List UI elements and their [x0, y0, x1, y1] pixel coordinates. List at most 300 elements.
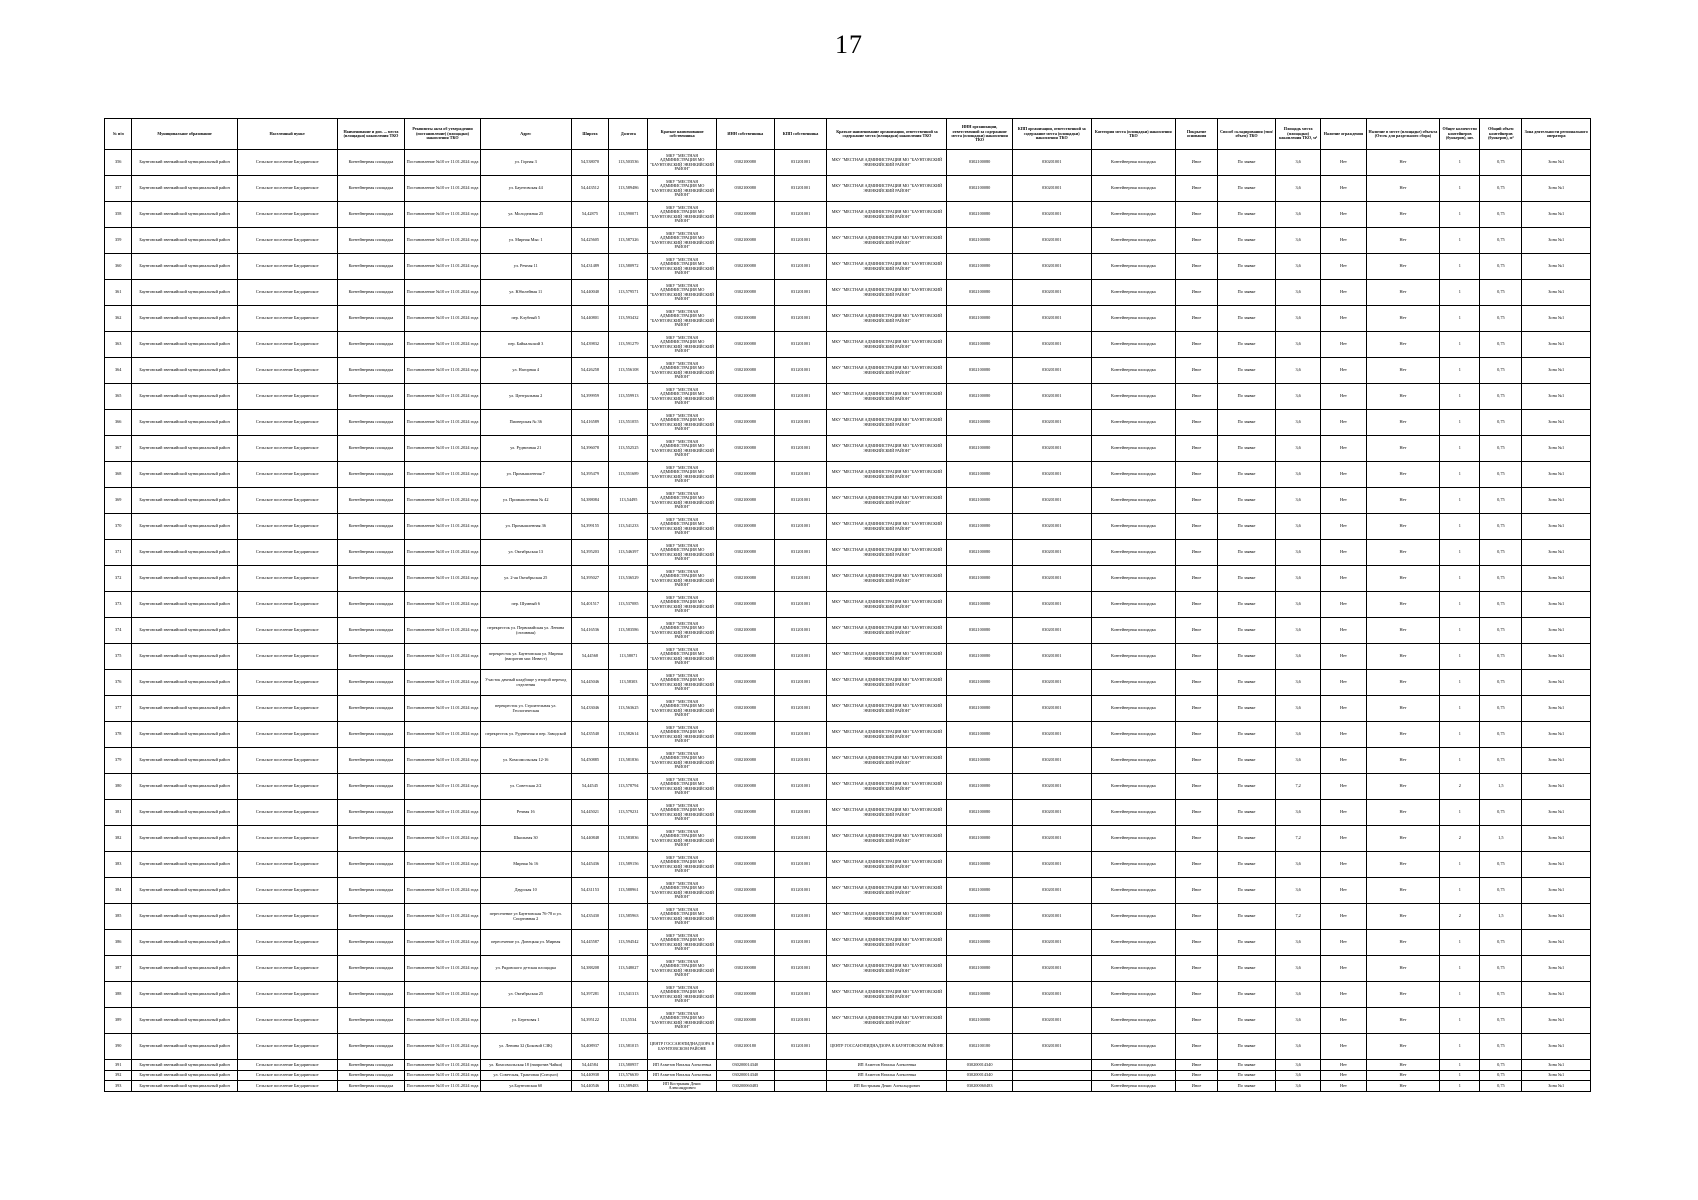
- table-cell: 0302100080: [716, 748, 774, 774]
- table-cell: Контейнерная площадка: [1091, 202, 1175, 228]
- table-cell: 1: [1440, 592, 1480, 618]
- table-row: [105, 644, 1591, 670]
- table-cell: Контейнерная площадка: [1091, 566, 1175, 592]
- table-cell: Контейнерная площадка: [337, 1008, 404, 1034]
- table-cell: Баунтовский эвенкийский муниципальный район: [132, 566, 237, 592]
- table-cell: 3,6: [1276, 852, 1321, 878]
- table-cell: Баунтовский эвенкийский муниципальный район: [132, 592, 237, 618]
- table-cell: 0302100080: [716, 462, 774, 488]
- table-cell: Контейнерная площадка: [337, 384, 404, 410]
- table-cell: ИП Ахметов Наталья Алексеевна: [648, 1060, 716, 1071]
- table-cell: Контейнерная площадка: [337, 826, 404, 852]
- table-cell: 030201001: [1012, 982, 1091, 1008]
- table-cell: 113,546397: [609, 540, 648, 566]
- table-row: [105, 618, 1591, 644]
- table-cell: 3,6: [1276, 228, 1321, 254]
- table-cell: 54,431153: [571, 878, 609, 904]
- table-cell: Иное: [1175, 1008, 1217, 1034]
- table-cell: МКУ "МЕСТНАЯ АДМИНИСТРАЦИЯ МО "БАУНТОВСКИЙ ЭВЕНКИЙСКИЙ РАЙОН": [648, 930, 716, 956]
- table-cell: 3,6: [1276, 462, 1321, 488]
- table-cell: 54,440801: [571, 306, 609, 332]
- table-cell: 0302100080: [947, 306, 1012, 332]
- table-row: [105, 852, 1591, 878]
- table-cell: Зона №1: [1522, 956, 1591, 982]
- table-cell: 54,395203: [571, 540, 609, 566]
- table-cell: 0,75: [1480, 852, 1522, 878]
- table-cell: Баунтовский эвенкийский муниципальный район: [132, 878, 237, 904]
- table-cell: 113,576639: [609, 1070, 648, 1081]
- table-cell: МКУ "МЕСТНАЯ АДМИНИСТРАЦИЯ МО "БАУНТОВСКИЙ ЭВЕНКИЙСКИЙ РАЙОН": [827, 540, 947, 566]
- table-cell: 0,75: [1480, 566, 1522, 592]
- table-cell: Нет: [1321, 410, 1366, 436]
- table-cell: 3,6: [1276, 566, 1321, 592]
- table-cell: 391: [105, 1060, 132, 1071]
- waste-sites-table: [104, 118, 1591, 1092]
- table-cell: Нет: [1366, 514, 1440, 540]
- table-cell: Речная 16: [480, 800, 571, 826]
- table-cell: Контейнерная площадка: [1091, 1008, 1175, 1034]
- table-cell: Зона №1: [1522, 878, 1591, 904]
- table-cell: 54,416589: [571, 410, 609, 436]
- table-cell: Зона №1: [1522, 748, 1591, 774]
- table-cell: 0302100080: [947, 618, 1012, 644]
- table-cell: Иное: [1175, 566, 1217, 592]
- table-cell: 030200014340: [947, 1060, 1012, 1071]
- table-cell: 0302100180: [716, 1034, 774, 1060]
- table-cell: Контейнерная площадка: [337, 514, 404, 540]
- table-cell: Нет: [1321, 852, 1366, 878]
- table-cell: 031201001: [774, 878, 827, 904]
- table-cell: 113,541313: [609, 982, 648, 1008]
- table-row: [105, 228, 1591, 254]
- table-cell: 393: [105, 1081, 132, 1092]
- table-cell: Иное: [1175, 592, 1217, 618]
- table-cell: МКУ "МЕСТНАЯ АДМИНИСТРАЦИЯ МО "БАУНТОВСКИЙ ЭВЕНКИЙСКИЙ РАЙОН": [827, 436, 947, 462]
- table-cell: Зона №1: [1522, 800, 1591, 826]
- table-cell: 54,435430: [571, 904, 609, 930]
- table-cell: Нет: [1321, 592, 1366, 618]
- table-cell: По заявке: [1218, 748, 1276, 774]
- table-cell: Иное: [1175, 696, 1217, 722]
- table-cell: 380: [105, 774, 132, 800]
- table-cell: 0302100080: [716, 1008, 774, 1034]
- table-cell: 113,583836: [609, 826, 648, 852]
- table-row: [105, 722, 1591, 748]
- table-cell: 0302100080: [947, 540, 1012, 566]
- table-row: [105, 878, 1591, 904]
- table-cell: ЦЕНТР ГОССАНЭПИДНАДЗОРА В БАУНТОВСКОМ РАЙОНЕ: [648, 1034, 716, 1060]
- table-cell: Иное: [1175, 982, 1217, 1008]
- table-cell: 3,6: [1276, 800, 1321, 826]
- table-cell: МКУ "МЕСТНАЯ АДМИНИСТРАЦИЯ МО "БАУНТОВСКИЙ ЭВЕНКИЙСКИЙ РАЙОН": [648, 410, 716, 436]
- table-cell: 113,581836: [609, 748, 648, 774]
- table-cell: Баунтовский эвенкийский муниципальный район: [132, 618, 237, 644]
- table-cell: Постановление №10 от 11.01.2024 года: [405, 410, 481, 436]
- table-cell: Сельское поселение Багдаринское: [237, 956, 337, 982]
- table-cell: Зона №1: [1522, 1008, 1591, 1034]
- table-cell: 54,388208: [571, 956, 609, 982]
- table-cell: Баунтовский эвенкийский муниципальный район: [132, 1060, 237, 1071]
- table-cell: 360: [105, 254, 132, 280]
- table-cell: 031201001: [774, 748, 827, 774]
- table-cell: 1: [1440, 150, 1480, 176]
- table-cell: 0302100080: [716, 384, 774, 410]
- table-cell: 1: [1440, 410, 1480, 436]
- table-cell: Баунтовский эвенкийский муниципальный район: [132, 1008, 237, 1034]
- table-cell: Контейнерная площадка: [1091, 670, 1175, 696]
- table-cell: 389: [105, 1008, 132, 1034]
- table-cell: ул. Рядовского детская площадка: [480, 956, 571, 982]
- table-cell: 113,503536: [609, 150, 648, 176]
- table-cell: МКУ "МЕСТНАЯ АДМИНИСТРАЦИЯ МО "БАУНТОВСКИЙ ЭВЕНКИЙСКИЙ РАЙОН": [648, 956, 716, 982]
- column-header: КПП собственника: [774, 119, 827, 150]
- table-cell: МКУ "МЕСТНАЯ АДМИНИСТРАЦИЯ МО "БАУНТОВСКИЙ ЭВЕНКИЙСКИЙ РАЙОН": [827, 1008, 947, 1034]
- table-cell: 3,6: [1276, 592, 1321, 618]
- table-cell: Нет: [1321, 514, 1366, 540]
- table-cell: Иное: [1175, 410, 1217, 436]
- table-cell: 376: [105, 670, 132, 696]
- table-row: [105, 774, 1591, 800]
- table-cell: 54,388084: [571, 488, 609, 514]
- column-header: Населенный пункт: [237, 119, 337, 150]
- table-cell: Контейнерная площадка: [1091, 332, 1175, 358]
- table-cell: ИП Ахметов Наталья Алексеевна: [648, 1070, 716, 1081]
- table-cell: 1: [1440, 462, 1480, 488]
- table-cell: 030201001: [1012, 800, 1091, 826]
- table-cell: Сельское поселение Багдаринское: [237, 514, 337, 540]
- table-cell: Контейнерная площадка: [1091, 306, 1175, 332]
- table-cell: 0302100080: [947, 722, 1012, 748]
- table-cell: 031201001: [774, 384, 827, 410]
- table-cell: Иное: [1175, 956, 1217, 982]
- table-cell: 113,536529: [609, 566, 648, 592]
- table-cell: 113,589486: [609, 176, 648, 202]
- table-cell: Нет: [1321, 826, 1366, 852]
- table-cell: 1: [1440, 748, 1480, 774]
- table-cell: Контейнерная площадка: [1091, 254, 1175, 280]
- table-cell: Зона №1: [1522, 904, 1591, 930]
- table-cell: 1: [1440, 358, 1480, 384]
- table-cell: Нет: [1321, 618, 1366, 644]
- table-cell: Нет: [1366, 878, 1440, 904]
- table-cell: Зона №1: [1522, 410, 1591, 436]
- table-cell: Иное: [1175, 540, 1217, 566]
- table-cell: МКУ "МЕСТНАЯ АДМИНИСТРАЦИЯ МО "БАУНТОВСКИЙ ЭВЕНКИЙСКИЙ РАЙОН": [827, 644, 947, 670]
- table-cell: МКУ "МЕСТНАЯ АДМИНИСТРАЦИЯ МО "БАУНТОВСКИЙ ЭВЕНКИЙСКИЙ РАЙОН": [648, 514, 716, 540]
- table-cell: 1: [1440, 436, 1480, 462]
- table-cell: 358: [105, 202, 132, 228]
- table-cell: МКУ "МЕСТНАЯ АДМИНИСТРАЦИЯ МО "БАУНТОВСКИЙ ЭВЕНКИЙСКИЙ РАЙОН": [827, 410, 947, 436]
- table-cell: Сельское поселение Багдаринское: [237, 982, 337, 1008]
- table-cell: Баунтовский эвенкийский муниципальный район: [132, 774, 237, 800]
- table-cell: 54,425605: [571, 228, 609, 254]
- table-cell: 54,44545: [571, 774, 609, 800]
- table-cell: Контейнерная площадка: [1091, 774, 1175, 800]
- table-cell: Иное: [1175, 826, 1217, 852]
- table-cell: Баунтовский эвенкийский муниципальный район: [132, 254, 237, 280]
- table-cell: Зона №1: [1522, 1034, 1591, 1060]
- table-cell: Иное: [1175, 774, 1217, 800]
- table-cell: 1,5: [1480, 826, 1522, 852]
- table-cell: Зона №1: [1522, 228, 1591, 254]
- column-header: Общее количество контейнеров (бункеров), шт.: [1440, 119, 1480, 150]
- table-cell: 031201001: [774, 488, 827, 514]
- table-cell: Зона №1: [1522, 254, 1591, 280]
- table-cell: ул. Нагорная 4: [480, 358, 571, 384]
- table-cell: Контейнерная площадка: [337, 878, 404, 904]
- table-cell: МКУ "МЕСТНАЯ АДМИНИСТРАЦИЯ МО "БАУНТОВСКИЙ ЭВЕНКИЙСКИЙ РАЙОН": [827, 202, 947, 228]
- table-cell: Нет: [1321, 670, 1366, 696]
- table-cell: По заявке: [1218, 540, 1276, 566]
- table-cell: МКУ "МЕСТНАЯ АДМИНИСТРАЦИЯ МО "БАУНТОВСКИЙ ЭВЕНКИЙСКИЙ РАЙОН": [827, 826, 947, 852]
- table-cell: Нет: [1366, 254, 1440, 280]
- table-cell: 113,594542: [609, 930, 648, 956]
- table-cell: 031201001: [774, 618, 827, 644]
- table-cell: 030201001: [1012, 384, 1091, 410]
- table-cell: Иное: [1175, 618, 1217, 644]
- table-cell: Баунтовский эвенкийский муниципальный район: [132, 488, 237, 514]
- table-cell: Зона №1: [1522, 592, 1591, 618]
- table-cell: Контейнерная площадка: [337, 358, 404, 384]
- column-header: Адрес: [480, 119, 571, 150]
- table-row: [105, 1081, 1591, 1092]
- table-cell: Нет: [1366, 540, 1440, 566]
- table-cell: Иное: [1175, 462, 1217, 488]
- table-cell: Иное: [1175, 904, 1217, 930]
- table-cell: Контейнерная площадка: [1091, 1060, 1175, 1071]
- table-cell: Нет: [1321, 696, 1366, 722]
- table-cell: 373: [105, 592, 132, 618]
- table-cell: Контейнерная площадка: [1091, 592, 1175, 618]
- table-cell: 3,6: [1276, 670, 1321, 696]
- column-header: Долгота: [609, 119, 648, 150]
- table-cell: 113,563625: [609, 696, 648, 722]
- table-cell: По заявке: [1218, 774, 1276, 800]
- table-cell: 1: [1440, 956, 1480, 982]
- table-cell: 113,590071: [609, 202, 648, 228]
- table-cell: 0,75: [1480, 306, 1522, 332]
- table-cell: По заявке: [1218, 852, 1276, 878]
- table-cell: Постановление №10 от 11.01.2024 года: [405, 904, 481, 930]
- table-cell: ул. Березовая 1: [480, 1008, 571, 1034]
- table-cell: 384: [105, 878, 132, 904]
- table-cell: 0302100080: [716, 228, 774, 254]
- table-cell: Контейнерная площадка: [337, 488, 404, 514]
- table-cell: Сельское поселение Багдаринское: [237, 488, 337, 514]
- table-row: [105, 410, 1591, 436]
- table-cell: ул. Центральная 2: [480, 384, 571, 410]
- table-cell: Контейнерная площадка: [337, 852, 404, 878]
- table-cell: Нет: [1366, 826, 1440, 852]
- table-cell: Нет: [1321, 644, 1366, 670]
- table-cell: 0302100080: [716, 826, 774, 852]
- table-cell: Иное: [1175, 202, 1217, 228]
- table-cell: Нет: [1366, 384, 1440, 410]
- table-cell: [774, 1081, 827, 1092]
- table-cell: 54,439832: [571, 332, 609, 358]
- table-cell: перекресток ул. Первомайская ул. Ленина (отливная): [480, 618, 571, 644]
- table-cell: Постановление №10 от 11.01.2024 года: [405, 150, 481, 176]
- table-cell: Контейнерная площадка: [1091, 150, 1175, 176]
- table-cell: Нет: [1366, 722, 1440, 748]
- table-row: [105, 176, 1591, 202]
- table-cell: МКУ "МЕСТНАЯ АДМИНИСТРАЦИЯ МО "БАУНТОВСКИЙ ЭВЕНКИЙСКИЙ РАЙОН": [827, 774, 947, 800]
- table-cell: 0302100080: [716, 436, 774, 462]
- table-cell: 0302100080: [716, 722, 774, 748]
- table-row: [105, 904, 1591, 930]
- table-cell: 030201001: [1012, 228, 1091, 254]
- table-cell: Зона №1: [1522, 280, 1591, 306]
- table-cell: Контейнерная площадка: [1091, 930, 1175, 956]
- table-cell: МКУ "МЕСТНАЯ АДМИНИСТРАЦИЯ МО "БАУНТОВСКИЙ ЭВЕНКИЙСКИЙ РАЙОН": [648, 358, 716, 384]
- table-cell: Контейнерная площадка: [1091, 280, 1175, 306]
- table-cell: ИП Ахметов Наталья Алексеевна: [827, 1070, 947, 1081]
- table-cell: Постановление №10 от 11.01.2024 года: [405, 722, 481, 748]
- table-cell: 1: [1440, 280, 1480, 306]
- table-cell: Иное: [1175, 1060, 1217, 1071]
- table-cell: МКУ "МЕСТНАЯ АДМИНИСТРАЦИЯ МО "БАУНТОВСКИЙ ЭВЕНКИЙСКИЙ РАЙОН": [827, 982, 947, 1008]
- table-cell: 113,537085: [609, 592, 648, 618]
- column-header: Способ складирования (тип/объем) ТКО: [1218, 119, 1276, 150]
- table-cell: 030201001: [1012, 202, 1091, 228]
- table-cell: МКУ "МЕСТНАЯ АДМИНИСТРАЦИЯ МО "БАУНТОВСКИЙ ЭВЕНКИЙСКИЙ РАЙОН": [648, 150, 716, 176]
- table-cell: Иное: [1175, 436, 1217, 462]
- table-cell: 1: [1440, 1034, 1480, 1060]
- table-cell: 113,581015: [609, 1034, 648, 1060]
- table-cell: Баунтовский эвенкийский муниципальный район: [132, 540, 237, 566]
- table-cell: 1: [1440, 254, 1480, 280]
- table-cell: Сельское поселение Багдаринское: [237, 826, 337, 852]
- table-cell: 113,5534: [609, 1008, 648, 1034]
- table-cell: Сельское поселение Багдаринское: [237, 566, 337, 592]
- table-cell: Зона №1: [1522, 696, 1591, 722]
- table-cell: Сельское поселение Багдаринское: [237, 150, 337, 176]
- table-cell: Контейнерная площадка: [337, 644, 404, 670]
- table-cell: 031201001: [774, 358, 827, 384]
- table-cell: Сельское поселение Багдаринское: [237, 592, 337, 618]
- table-cell: Иное: [1175, 280, 1217, 306]
- table-cell: 1: [1440, 982, 1480, 1008]
- table-cell: ул. Горная 3: [480, 150, 571, 176]
- table-cell: Сельское поселение Багдаринское: [237, 332, 337, 358]
- table-cell: Баунтовский эвенкийский муниципальный район: [132, 462, 237, 488]
- table-cell: 54,445436: [571, 852, 609, 878]
- table-cell: Нет: [1366, 982, 1440, 1008]
- table-cell: Нет: [1321, 982, 1366, 1008]
- table-cell: По заявке: [1218, 722, 1276, 748]
- table-cell: 1: [1440, 878, 1480, 904]
- table-cell: Зона №1: [1522, 514, 1591, 540]
- table-cell: Постановление №10 от 11.01.2024 года: [405, 774, 481, 800]
- table-cell: 0302100080: [947, 488, 1012, 514]
- table-cell: Иное: [1175, 150, 1217, 176]
- table-row: [105, 1070, 1591, 1081]
- table-cell: Иное: [1175, 332, 1217, 358]
- table-cell: 3,6: [1276, 410, 1321, 436]
- table-cell: 356: [105, 150, 132, 176]
- table-cell: Контейнерная площадка: [337, 176, 404, 202]
- table-cell: 031201001: [774, 644, 827, 670]
- table-cell: Баунтовский эвенкийский муниципальный район: [132, 904, 237, 930]
- table-cell: 1: [1440, 176, 1480, 202]
- table-cell: Баунтовский эвенкийский муниципальный район: [132, 1034, 237, 1060]
- table-cell: Иное: [1175, 514, 1217, 540]
- table-cell: 1,5: [1480, 904, 1522, 930]
- table-cell: Нет: [1321, 800, 1366, 826]
- table-cell: Постановление №10 от 11.01.2024 года: [405, 826, 481, 852]
- table-cell: Контейнерная площадка: [1091, 826, 1175, 852]
- table-cell: 3,6: [1276, 202, 1321, 228]
- table-cell: 0302100080: [947, 332, 1012, 358]
- table-cell: МКУ "МЕСТНАЯ АДМИНИСТРАЦИЯ МО "БАУНТОВСКИЙ ЭВЕНКИЙСКИЙ РАЙОН": [827, 488, 947, 514]
- table-cell: 54,426258: [571, 358, 609, 384]
- table-cell: Иное: [1175, 930, 1217, 956]
- table-cell: ул. Молодежная 25: [480, 202, 571, 228]
- table-cell: Контейнерная площадка: [337, 904, 404, 930]
- table-cell: 113,585963: [609, 904, 648, 930]
- table-cell: 0302100080: [716, 982, 774, 1008]
- table-cell: Нет: [1366, 150, 1440, 176]
- table-cell: 1: [1440, 852, 1480, 878]
- table-cell: Нет: [1366, 228, 1440, 254]
- table-cell: 3,6: [1276, 540, 1321, 566]
- table-cell: Зона №1: [1522, 774, 1591, 800]
- table-cell: МКУ "МЕСТНАЯ АДМИНИСТРАЦИЯ МО "БАУНТОВСКИЙ ЭВЕНКИЙСКИЙ РАЙОН": [827, 722, 947, 748]
- column-header: Муниципальное образование: [132, 119, 237, 150]
- table-cell: Контейнерная площадка: [1091, 228, 1175, 254]
- table-cell: 0,75: [1480, 956, 1522, 982]
- table-cell: 0302100080: [716, 332, 774, 358]
- table-cell: 0302100080: [716, 800, 774, 826]
- table-cell: 113,589156: [609, 852, 648, 878]
- table-cell: Баунтовский эвенкийский муниципальный район: [132, 930, 237, 956]
- table-cell: Сельское поселение Багдаринское: [237, 358, 337, 384]
- table-cell: ЦЕНТР ГОССАНЭПИДНАДЗОРА В БАУНТОВСКОМ РАЙОНЕ: [827, 1034, 947, 1060]
- table-cell: По заявке: [1218, 592, 1276, 618]
- table-cell: 113,58071: [609, 644, 648, 670]
- table-cell: По заявке: [1218, 1081, 1276, 1092]
- table-cell: 392: [105, 1070, 132, 1081]
- table-cell: 0302100080: [716, 852, 774, 878]
- table-cell: 3,6: [1276, 514, 1321, 540]
- table-cell: 0,75: [1480, 1008, 1522, 1034]
- table-cell: Сельское поселение Багдаринское: [237, 1060, 337, 1071]
- table-cell: Нет: [1321, 254, 1366, 280]
- table-cell: 1: [1440, 1008, 1480, 1034]
- table-cell: 0302100080: [947, 1008, 1012, 1034]
- table-cell: Постановление №10 от 11.01.2024 года: [405, 306, 481, 332]
- table-cell: 0302100080: [947, 800, 1012, 826]
- table-cell: МКУ "МЕСТНАЯ АДМИНИСТРАЦИЯ МО "БАУНТОВСКИЙ ЭВЕНКИЙСКИЙ РАЙОН": [827, 592, 947, 618]
- table-cell: МКУ "МЕСТНАЯ АДМИНИСТРАЦИЯ МО "БАУНТОВСКИЙ ЭВЕНКИЙСКИЙ РАЙОН": [827, 332, 947, 358]
- table-cell: МКУ "МЕСТНАЯ АДМИНИСТРАЦИЯ МО "БАУНТОВСКИЙ ЭВЕНКИЙСКИЙ РАЙОН": [827, 228, 947, 254]
- table-cell: 030201001: [1012, 774, 1091, 800]
- table-cell: Даурская 10: [480, 878, 571, 904]
- table-cell: 0302100080: [947, 982, 1012, 1008]
- table-cell: Баунтовский эвенкийский муниципальный район: [132, 410, 237, 436]
- table-cell: По заявке: [1218, 644, 1276, 670]
- table-cell: Зона №1: [1522, 618, 1591, 644]
- table-cell: По заявке: [1218, 488, 1276, 514]
- table-cell: Нет: [1366, 566, 1440, 592]
- table-cell: 0,75: [1480, 800, 1522, 826]
- page-number: 17: [835, 30, 863, 59]
- table-cell: Зона №1: [1522, 826, 1591, 852]
- table-cell: 0,75: [1480, 878, 1522, 904]
- table-cell: Нет: [1321, 228, 1366, 254]
- table-cell: Сельское поселение Багдаринское: [237, 800, 337, 826]
- table-cell: МКУ "МЕСТНАЯ АДМИНИСТРАЦИЯ МО "БАУНТОВСКИЙ ЭВЕНКИЙСКИЙ РАЙОН": [648, 982, 716, 1008]
